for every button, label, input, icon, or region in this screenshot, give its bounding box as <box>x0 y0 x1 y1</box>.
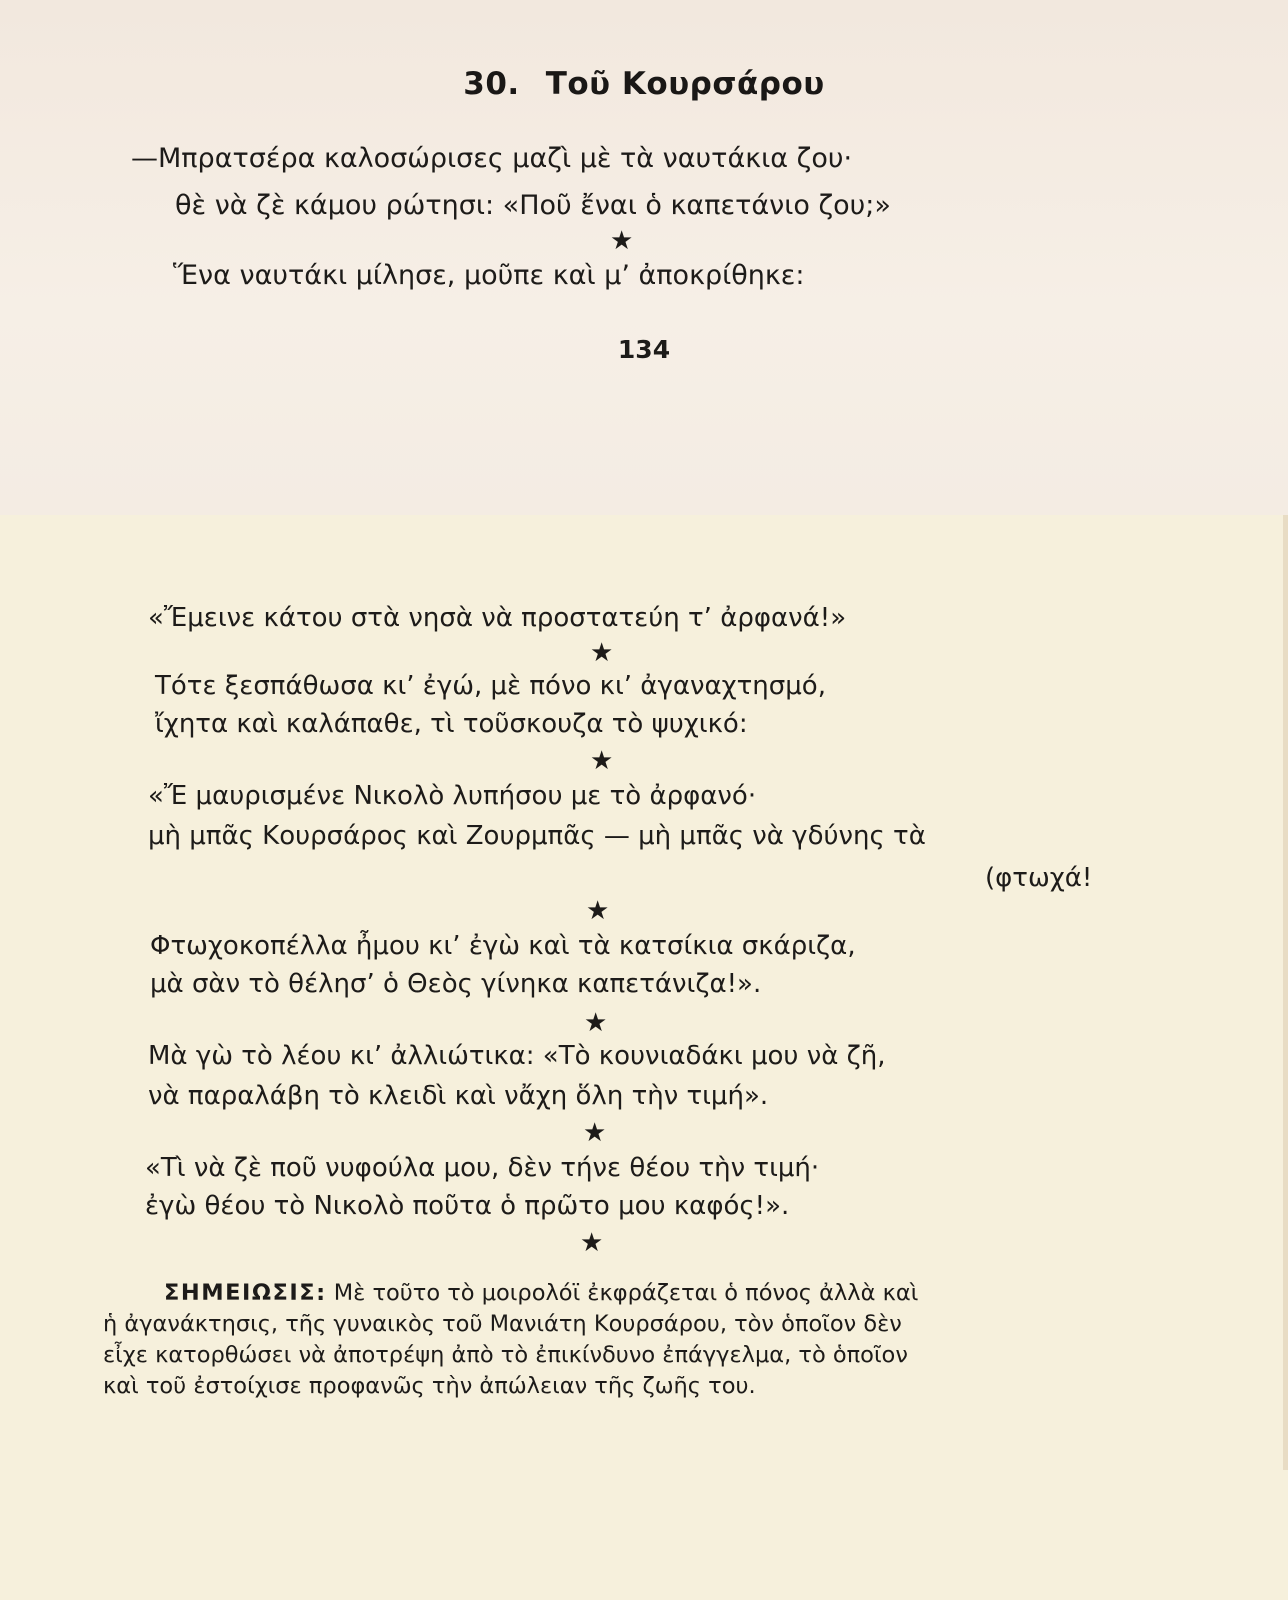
page-number: 134 <box>617 335 671 364</box>
verse-line: (φτωχά! <box>985 863 1093 893</box>
verse-line: Τότε ξεσπάθωσα κι’ ἐγώ, μὲ πόνο κι’ ἀγαναχτησμό, <box>155 671 826 701</box>
footnote <box>103 1278 1133 1402</box>
star-icon: ★ <box>610 226 634 256</box>
star-icon: ★ <box>584 1008 608 1038</box>
poem-number: 30. <box>463 66 520 102</box>
verse-line: Ἕνα ναυτάκι μίλησε, μοῦπε καὶ μ’ ἀποκρίθηκε: <box>173 260 805 291</box>
verse-line: νὰ παραλάβη τὸ κλειδὶ καὶ νἄχη ὅλη τὴν τιμή». <box>148 1081 769 1111</box>
footnote-text: Μὲ τοῦτο τὸ μοιρολόϊ ἐκφράζεται ὁ πόνος ἀλλὰ καὶ <box>333 1280 919 1306</box>
verse-line: «Ἔ μαυρισμένε Νικολὸ λυπήσου με τὸ ἀρφανό· <box>148 781 757 811</box>
footnote-line: καὶ τοῦ ἐστοίχισε προφανῶς τὴν ἀπώλειαν τῆς ζωῆς του. <box>103 1373 756 1399</box>
star-icon: ★ <box>590 746 614 776</box>
star-icon: ★ <box>583 1118 607 1148</box>
verse-line: μὰ σὰν τὸ θέλησ’ ὁ Θεὸς γίνηκα καπετάνιζα!». <box>150 969 762 999</box>
verse-line: «Τὶ νὰ ζὲ ποῦ νυφούλα μου, δὲν τήνε θέου τὴν τιμή· <box>145 1153 820 1183</box>
poem-title-text: Τοῦ Κουρσάρου <box>545 66 825 102</box>
footnote-label: ΣΗΜΕΙΩΣΙΣ: <box>164 1280 327 1306</box>
verse-line: Φτωχοκοπέλλα ἦμου κι’ ἐγὼ καὶ τὰ κατσίκια σκάριζα, <box>150 931 856 961</box>
verse-line: ἴχητα καὶ καλάπαθε, τὶ τοῦσκουζα τὸ ψυχικό: <box>155 709 748 739</box>
verse-line: —Μπρατσέρα καλοσώρισες μαζὶ μὲ τὰ ναυτάκια ζου· <box>131 143 853 174</box>
verse-line: μὴ μπᾶς Κουρσάρος καὶ Ζουρμπᾶς — μὴ μπᾶς νὰ γδύνης τὰ <box>148 821 926 851</box>
scan-edge <box>1283 515 1288 1470</box>
footnote-line <box>103 1278 1133 1309</box>
footnote-line: ἡ ἀγανάκτησις, τῆς γυναικὸς τοῦ Μανιάτη Κουρσάρου, τὸν ὁποῖον δὲν <box>103 1311 902 1337</box>
star-icon: ★ <box>586 896 610 926</box>
star-icon: ★ <box>590 638 614 668</box>
verse-line: Μὰ γὼ τὸ λέου κι’ ἀλλιώτικα: «Τὸ κουνιαδάκι μου νὰ ζῆ, <box>148 1041 886 1071</box>
verse-line: θὲ νὰ ζὲ κάμου ρώτησι: «Ποῦ ἔναι ὁ καπετάνιο ζου;» <box>175 190 891 221</box>
star-icon: ★ <box>580 1228 604 1258</box>
verse-line: ἐγὼ θέου τὸ Νικολὸ ποῦτα ὁ πρῶτο μου καφός!». <box>145 1191 790 1221</box>
verse-line: «Ἔμεινε κάτου στὰ νησὰ νὰ προστατεύη τ’ ἀρφανά!» <box>148 603 847 633</box>
poem-title <box>0 66 1288 102</box>
scan-margin <box>0 1470 1288 1600</box>
footnote-line: εἶχε κατορθώσει νὰ ἀποτρέψη ἀπὸ τὸ ἐπικίνδυνο ἐπάγγελμα, τὸ ὁποῖον <box>103 1342 908 1368</box>
